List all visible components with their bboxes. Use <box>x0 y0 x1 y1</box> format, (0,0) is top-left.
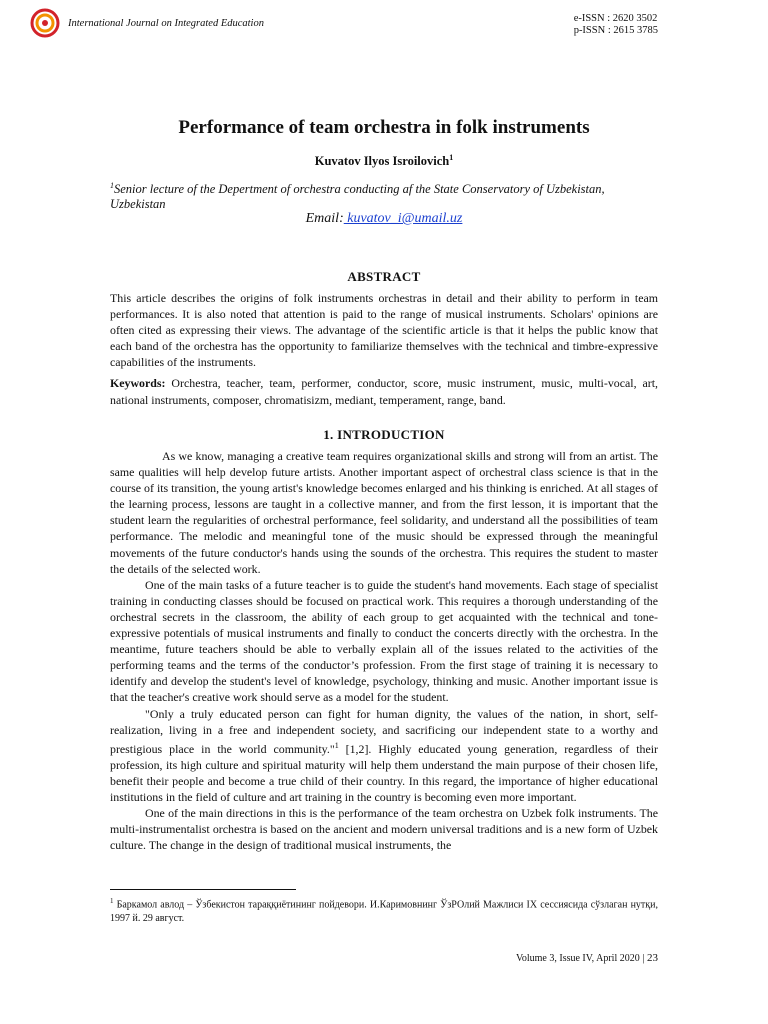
footnote-ref: 1 <box>334 740 339 750</box>
affiliation <box>110 178 610 212</box>
intro-paragraph-3 <box>110 706 658 806</box>
author-line <box>0 153 768 169</box>
footnote-sup: 1 <box>110 897 114 905</box>
abstract-text: This article describes the origins of folk instruments orchestras in detail and their ability to perform in team performances. It is also noted that attention is paid to the range of musical instruments. Scholars' opinions are often cited as expressing their views. The advantage of the scientific article is that it helps the public know that each band of the orchestra has the opportunity to familiarize themselves with the technical and timbre-expressive capabilities of the instruments. <box>110 291 658 370</box>
affiliation-text: Senior lecture of the Depertment of orchestra conducting af the State Conservatory of Uzbekistan, Uzbekistan <box>110 182 605 212</box>
journal-name: International Journal on Integrated Education <box>68 18 264 29</box>
author-name: Kuvatov Ilyos Isroilovich <box>314 154 450 169</box>
abstract-heading: ABSTRACT <box>347 269 421 284</box>
intro-paragraph-4: One of the main directions in this is the performance of the team orchestra on Uzbek folk instruments. The multi-instrumentalist orchestra is based on the ancient and modern universal traditions and is a new form of Uzbek culture. The change in the design of traditional musical instruments, the <box>110 806 658 853</box>
email-line <box>0 211 768 227</box>
author-sup: 1 <box>449 153 454 162</box>
email-link[interactable]: kuvatov_i@umail.uz <box>343 211 463 226</box>
affiliation-sup: 1 <box>110 181 114 190</box>
intro-paragraph-2: One of the main tasks of a future teacher is to guide the student's hand movements. Each stage of specialist training in conducting classes should be focused on practical work. This requires a thorough understanding of the orchestral secrets in the classroom, the ability of each group to get acquainted with the technical and tone-expressive potentials of musical instruments and finally to conduct the concerts directly with the orchestra. In the meantime, future teachers should be able to verbally explain all of the issues related to the activities of the performing teams and the terms of the conductor’s profession. From the first stage of training it is necessary to identify and develop the student's level of knowledge, psychology, thinking and music. Another important issue is that the teacher's creative work should serve as a model for the student. <box>110 577 658 705</box>
quote-text: "Only a truly educated person can fight for human dignity, the values of the nation, in short, self-realization, living in a free and independent society, and sacrificing our independent state to a worthy and prestigious place in the world community." <box>110 706 658 756</box>
journal-logo-icon <box>30 8 60 38</box>
keywords <box>110 375 658 407</box>
footnote-divider <box>110 889 296 890</box>
intro-paragraph-1: As we know, managing a creative team requires organizational skills and strong will from an artist. The same qualities will help develop future artists. Another important aspect of orchestral class science is that in the course of its transition, the young artist's knowledge becomes enlarged and his thinking is enriched. At all stages of the learning process, lessons are taught in a collective manner, and from the first lesson, it is important that the student learn the regularities of orchestral performance, feel solidarity, and understand all the possibilities of team performance. The melodic and meaningful tone of the music should be expressed through the meaningful movements of the future conductor's hands using the sounds of the orchestra. This requires the student to master the details of the selected work. <box>110 449 658 576</box>
introduction-body <box>110 448 658 853</box>
volume-info: Volume 3, Issue IV, April 2020 | <box>515 953 645 964</box>
page-number: 23 <box>644 952 658 964</box>
eissn: e-ISSN : 2620 3502 <box>573 13 658 24</box>
footnote-text: Баркамол авлод – Ўзбекистон тараққиётининг пойдевори. И.Каримовнинг ЎзРОлий Мажлиси IX сессиясида сўзлаган нутқи, 1997 й. 29 август. <box>110 899 658 925</box>
keywords-text: Orchestra, teacher, team, performer, conductor, score, music instrument, music, multi-vocal, art, national instruments, composer, chromatisizm, mediant, temperament, range, band. <box>110 376 658 407</box>
pissn: p-ISSN : 2615 3785 <box>573 25 658 36</box>
issn-block <box>574 13 658 37</box>
email-label: Email: <box>305 211 344 226</box>
keywords-label: Keywords: <box>110 376 166 391</box>
footnote <box>110 894 658 926</box>
quote-continuation: [1,2]. Highly educated young generation, regardless of their profession, its high culture and spiritual maturity will help them understand the main purpose of their chosen life, benefit their people and become a true child of their country. In this regard, the importance of higher educational institutions in the field of culture and art training in the country is becoming even more important. <box>110 741 658 804</box>
introduction-heading: 1. INTRODUCTION <box>323 427 445 442</box>
page-footer <box>516 952 658 964</box>
paper-title: Performance of team orchestra in folk instruments <box>178 117 590 138</box>
abstract-body <box>110 290 658 408</box>
